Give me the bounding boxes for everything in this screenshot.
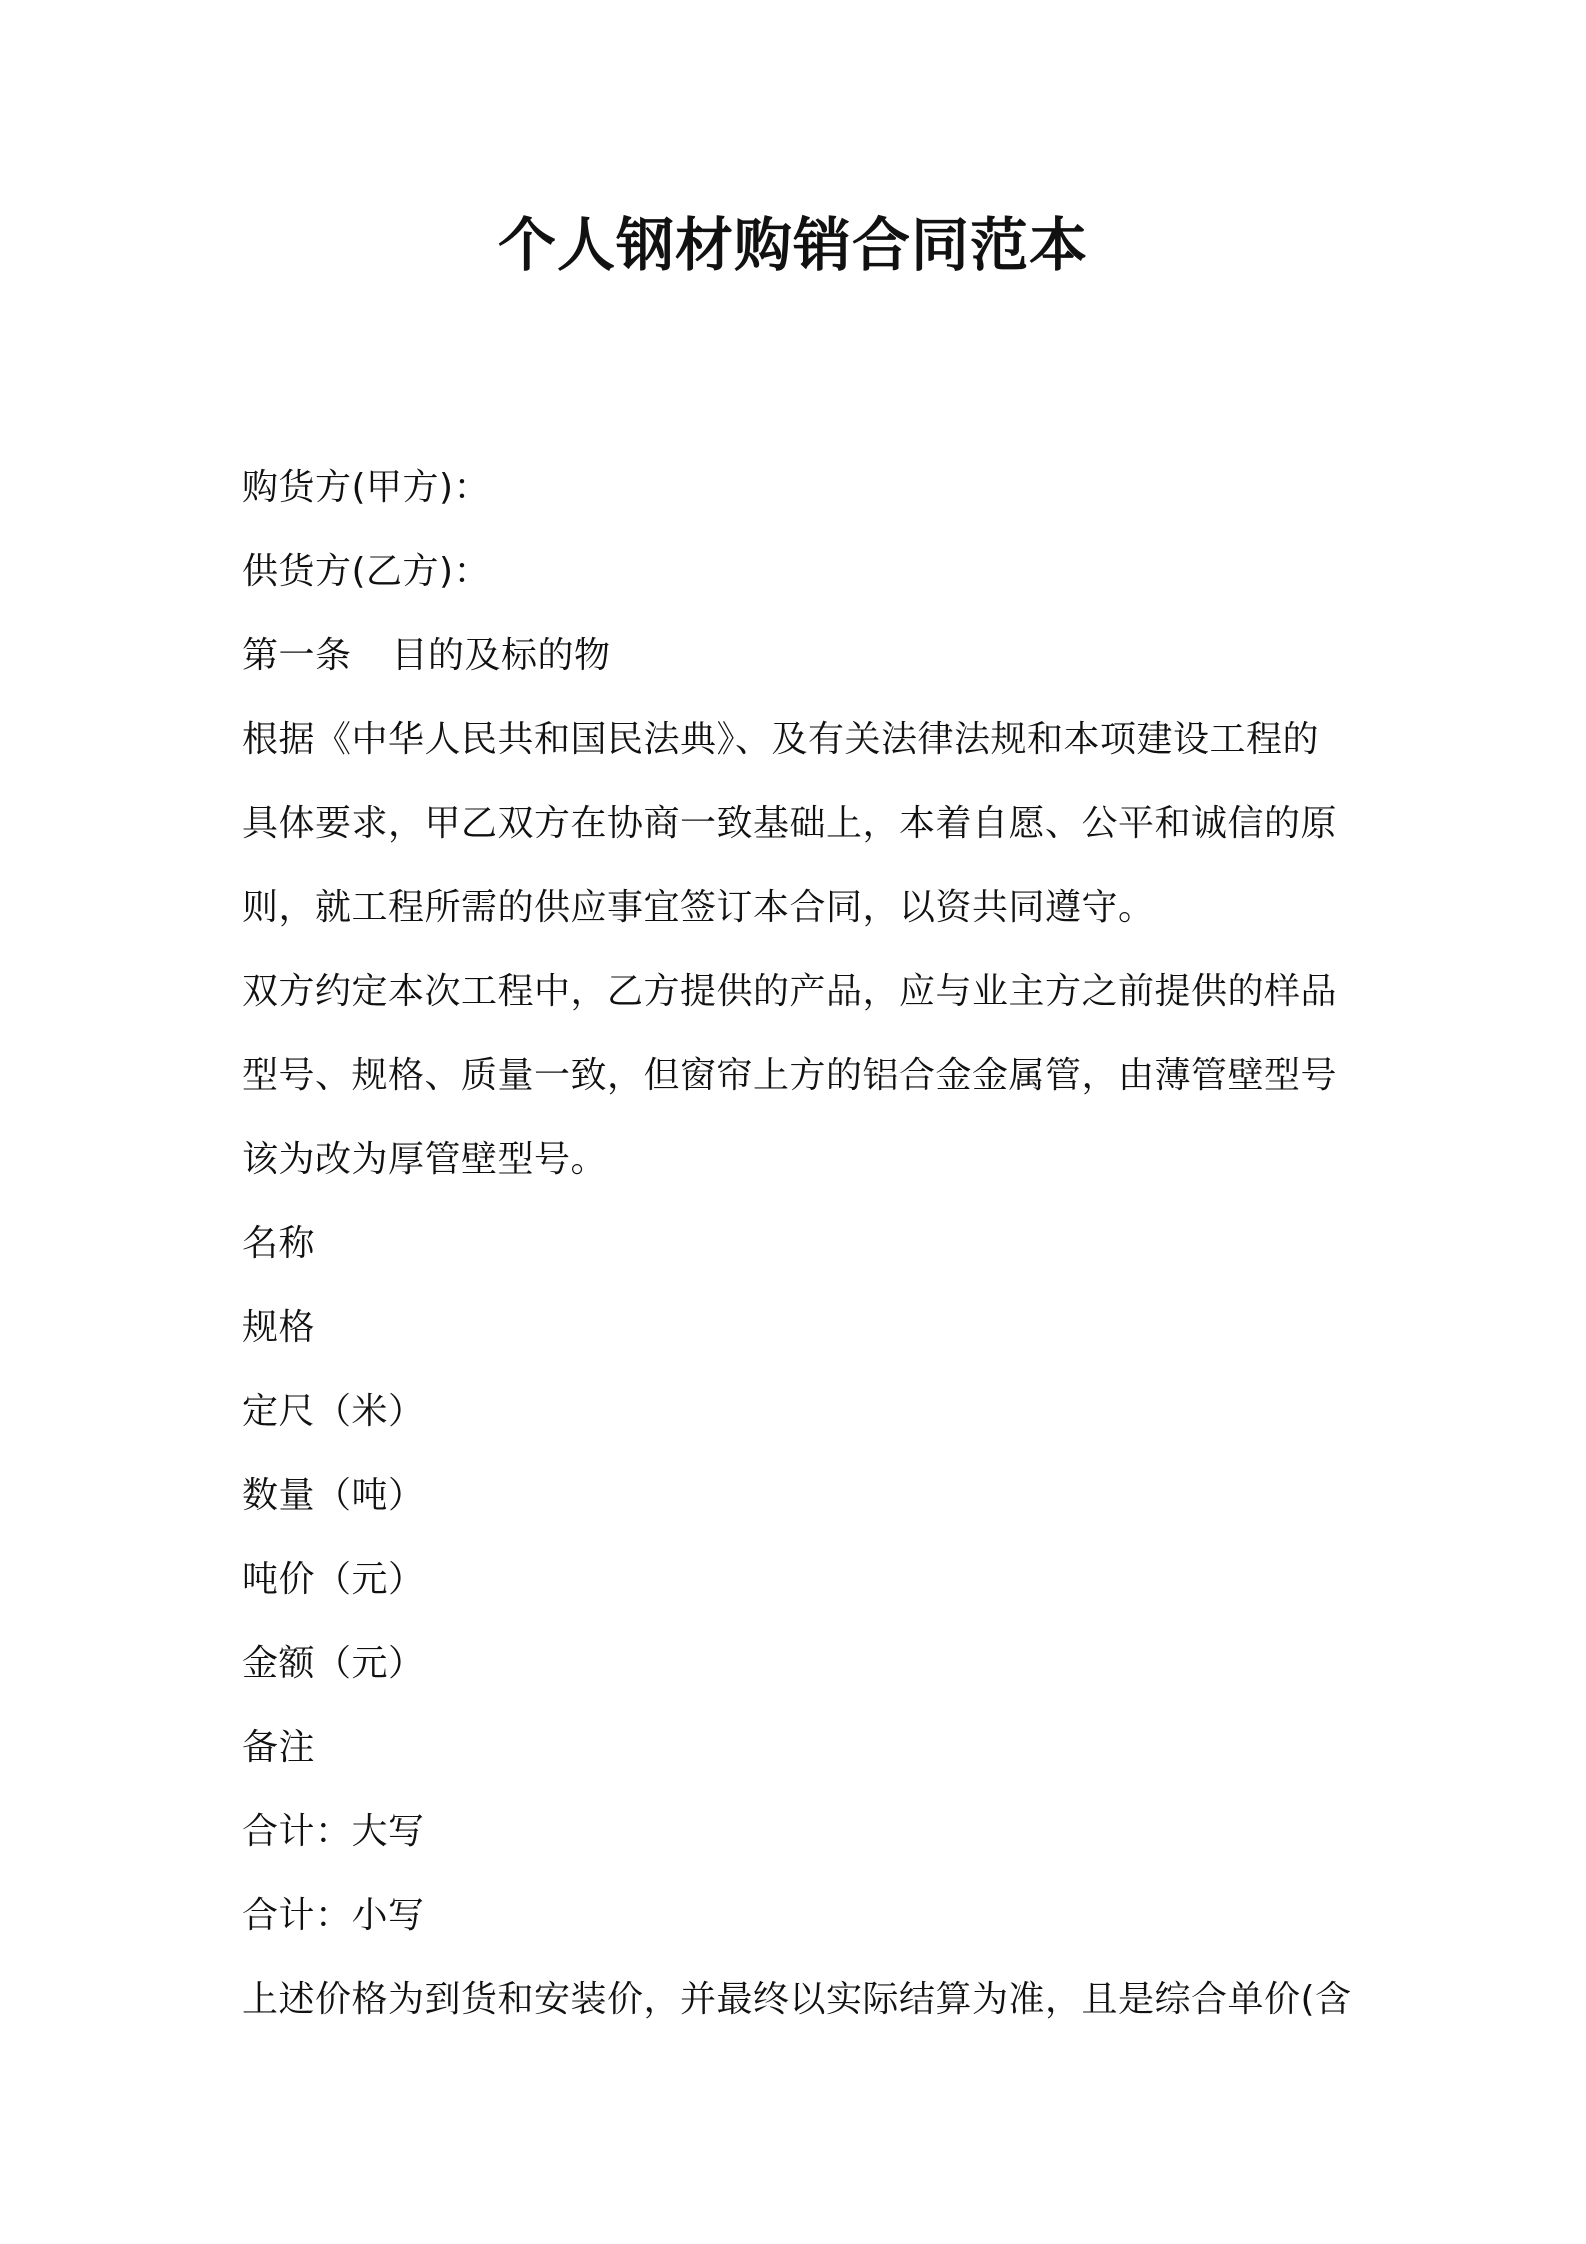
field-fixed-length: 定尺（米） [242, 1391, 425, 1432]
buyer-label: 购货方(甲方)： [242, 467, 491, 508]
paragraph-1-line: 具体要求，甲乙双方在协商一致基础上，本着自愿、公平和诚信的原 [242, 803, 1338, 844]
field-price-per-ton: 吨价（元） [242, 1559, 425, 1600]
field-total-lowercase: 合计：小写 [242, 1895, 425, 1936]
article-1-heading-line [242, 614, 1362, 698]
field-quantity: 数量（吨） [242, 1475, 425, 1516]
paragraph-2-line: 该为改为厚管壁型号。 [242, 1139, 608, 1180]
paragraph-1-line: 根据《中华人民共和国民法典》、及有关法律法规和本项建设工程的 [242, 719, 1320, 760]
field-total-uppercase: 合计：大写 [242, 1811, 425, 1852]
paragraph-2-line: 型号、规格、质量一致，但窗帘上方的铝合金金属管，由薄管壁型号 [242, 1055, 1338, 1096]
field-amount: 金额（元） [242, 1643, 425, 1684]
document-title: 个人钢材购销合同范本 [497, 211, 1088, 279]
paragraph-3-line: 上述价格为到货和安装价，并最终以实际结算为准，且是综合单价(含 [242, 1979, 1352, 2020]
article-1-heading: 目的及标的物 [391, 635, 611, 676]
paragraph-1-line: 则，就工程所需的供应事宜签订本合同，以资共同遵守。 [242, 887, 1155, 928]
paragraph-2-line: 双方约定本次工程中，乙方提供的产品，应与业主方之前提供的样品 [242, 971, 1338, 1012]
field-remarks: 备注 [242, 1727, 316, 1768]
document-body [242, 446, 1362, 2042]
article-1-number: 第一条 [242, 635, 352, 676]
field-spec: 规格 [242, 1307, 316, 1348]
field-name: 名称 [242, 1223, 316, 1264]
supplier-label: 供货方(乙方)： [242, 551, 491, 592]
